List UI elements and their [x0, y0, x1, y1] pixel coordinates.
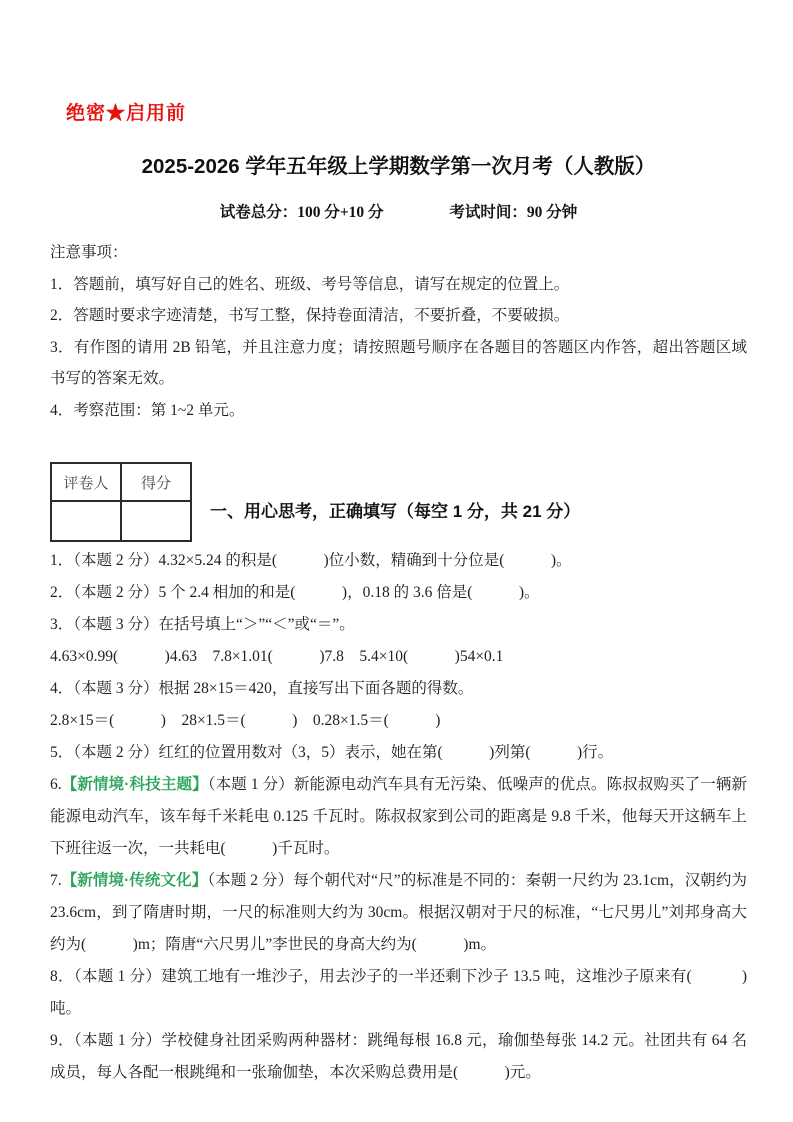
- page-title: 2025-2026 学年五年级上学期数学第一次月考（人教版）: [141, 155, 656, 178]
- question-3-expressions: 4.63×0.99( )4.63 7.8×1.01( )7.8 5.4×10( )54×0.1: [50, 648, 504, 665]
- score-table-score-cell: [121, 501, 191, 541]
- question-7-text: （本题 2 分）每个朝代对“尺”的标准是不同的：秦朝一尺约为 23.1cm，汉朝约为 23.6cm，到了隋唐时期，一尺的标准则大约为 30cm。根据汉朝对于尺的标准，“七尺男儿”刘邦身高大约为( )m；隋唐“六尺男儿”李世民的身高大约为( )m。: [50, 872, 751, 953]
- section-1-title: 一、用心思考，正确填写（每空 1 分，共 21 分）: [210, 501, 581, 521]
- question-3: 3．（本题 3 分）在括号填上“＞”“＜”或“＝”。: [50, 616, 355, 633]
- notice-section: [50, 237, 747, 426]
- question-7-number: 7.: [50, 872, 62, 889]
- question-8: 8．（本题 1 分）建筑工地有一堆沙子，用去沙子的一半还剩下沙子 13.5 吨，这堆沙子原来有( )吨。: [50, 968, 747, 1017]
- section-1-header-row: [50, 462, 747, 542]
- question-6-theme-tag: 【新情境·科技主题】: [61, 776, 208, 793]
- question-4-expressions: 2.8×15＝( ) 28×1.5＝( ) 0.28×1.5＝( ): [50, 712, 441, 729]
- question-2: 2．（本题 2 分）5 个 2.4 相加的和是( )，0.18 的 3.6 倍是( )。: [50, 584, 540, 601]
- notice-item-3: 3．有作图的请用 2B 铅笔，并且注意力度；请按照题号顺序在各题目的答题区内作答，超出答题区域书写的答案无效。: [50, 338, 747, 387]
- score-table: [50, 462, 192, 542]
- question-9: 9．（本题 1 分）学校健身社团采购两种器材：跳绳每根 16.8 元，瑜伽垫每张 14.2 元。社团共有 64 名成员，每人各配一根跳绳和一张瑜伽垫，本次采购总费用是( )元。: [50, 1032, 747, 1081]
- exam-meta: [50, 200, 747, 222]
- question-6: [50, 769, 747, 865]
- question-1: 1．（本题 2 分）4.32×5.24 的积是( )位小数，精确到十分位是( )。: [50, 552, 572, 569]
- score-table-score-header: 得分: [121, 463, 191, 501]
- exam-duration-label: 考试时间：90 分钟: [449, 204, 578, 221]
- question-list: [50, 545, 751, 1089]
- notice-item-2: 2．答题时要求字迹清楚，书写工整，保持卷面清洁，不要折叠，不要破损。: [50, 307, 570, 324]
- question-6-text: （本题 1 分）新能源电动汽车具有无污染、低噪声的优点。陈叔叔购买了一辆新能源电动汽车，该车每千米耗电 0.125 千瓦时。陈叔叔家到公司的距离是 9.8 千米，他每天开这辆车上下班往返一次，一共耗电( )千瓦时。: [50, 776, 747, 857]
- question-7: [50, 865, 751, 961]
- notice-item-4: 4．考察范围：第 1~2 单元。: [50, 401, 245, 419]
- question-6-number: 6.: [50, 776, 62, 793]
- notice-heading: 注意事项：: [50, 244, 128, 261]
- question-5: 5．（本题 2 分）红红的位置用数对（3，5）表示，她在第( )列第( )行。: [50, 744, 614, 761]
- score-table-grader-cell: [51, 501, 121, 541]
- secret-label: 绝密★启用前: [66, 103, 187, 124]
- score-table-grader-header: 评卷人: [51, 463, 121, 501]
- notice-item-1: 1．答题前，填写好自己的姓名、班级、考号等信息，请写在规定的位置上。: [50, 275, 570, 293]
- question-7-theme-tag: 【新情境·传统文化】: [61, 872, 208, 889]
- total-score-label: 试卷总分：100 分+10 分: [219, 204, 384, 221]
- question-4: 4．（本题 3 分）根据 28×15＝420，直接写出下面各题的得数。: [50, 680, 474, 697]
